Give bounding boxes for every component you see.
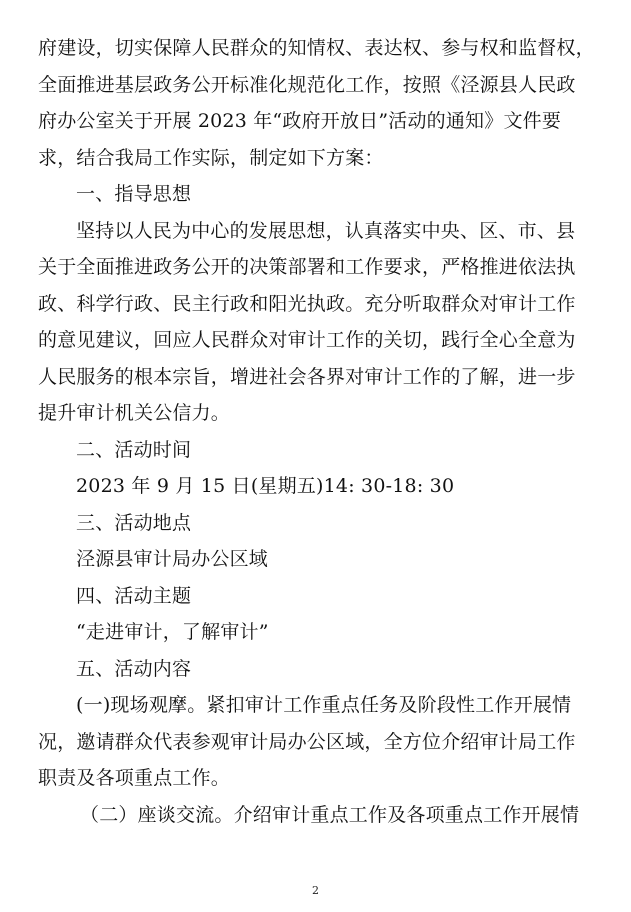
paragraph-line: (一)现场观摩。紧扣审计工作重点任务及阶段性工作开展情 [76,694,572,716]
section-heading-activity-time: 二、活动时间 [76,438,192,461]
paragraph-line: 求，结合我局工作实际，制定如下方案： [38,146,384,169]
paragraph-line: 府办公室关于开展 2023 年“政府开放日”活动的通知》文件要 [38,110,562,132]
paragraph-line: 况，邀请群众代表参观审计局办公区域，全方位介绍审计局工作 [38,730,576,753]
paragraph-line: 全面推进基层政务公开标准化规范化工作，按照《泾源县人民政 [38,73,576,96]
section-heading-activity-content: 五、活动内容 [76,657,192,680]
section-heading-activity-location: 三、活动地点 [76,511,192,534]
paragraph-line: （二）座谈交流。介绍审计重点工作及各项重点工作开展情 [80,803,580,826]
page-number: 2 [312,884,319,897]
body-text [38,30,598,833]
section-heading-guiding-ideology: 一、指导思想 [76,183,192,205]
activity-theme-value: “走进审计，了解审计” [76,621,269,643]
section-heading-activity-theme: 四、活动主题 [76,584,192,607]
paragraph-line: 职责及各项重点工作。 [38,767,231,789]
paragraph-line: 坚持以人民为中心的发展思想，认真落实中央、区、市、县 [76,219,576,242]
paragraph-line: 政、科学行政、民主行政和阳光执政。充分听取群众对审计工作 [38,292,576,315]
paragraph-line: 府建设，切实保障人民群众的知情权、表达权、参与权和监督权， [38,37,595,59]
paragraph-line: 的意见建议，回应人民群众对审计工作的关切，践行全心全意为 [38,329,576,351]
paragraph-line: 人民服务的根本宗旨，增进社会各界对审计工作的了解，进一步 [38,365,576,388]
paragraph-line: 提升审计机关公信力。 [38,402,231,424]
activity-location-value: 泾源县审计局办公区域 [76,548,269,570]
paragraph-line: 关于全面推进政务公开的决策部署和工作要求，严格推进依法执 [38,256,576,278]
activity-time-value: 2023 年 9 月 15 日(星期五)14: 30-18: 30 [76,475,455,497]
